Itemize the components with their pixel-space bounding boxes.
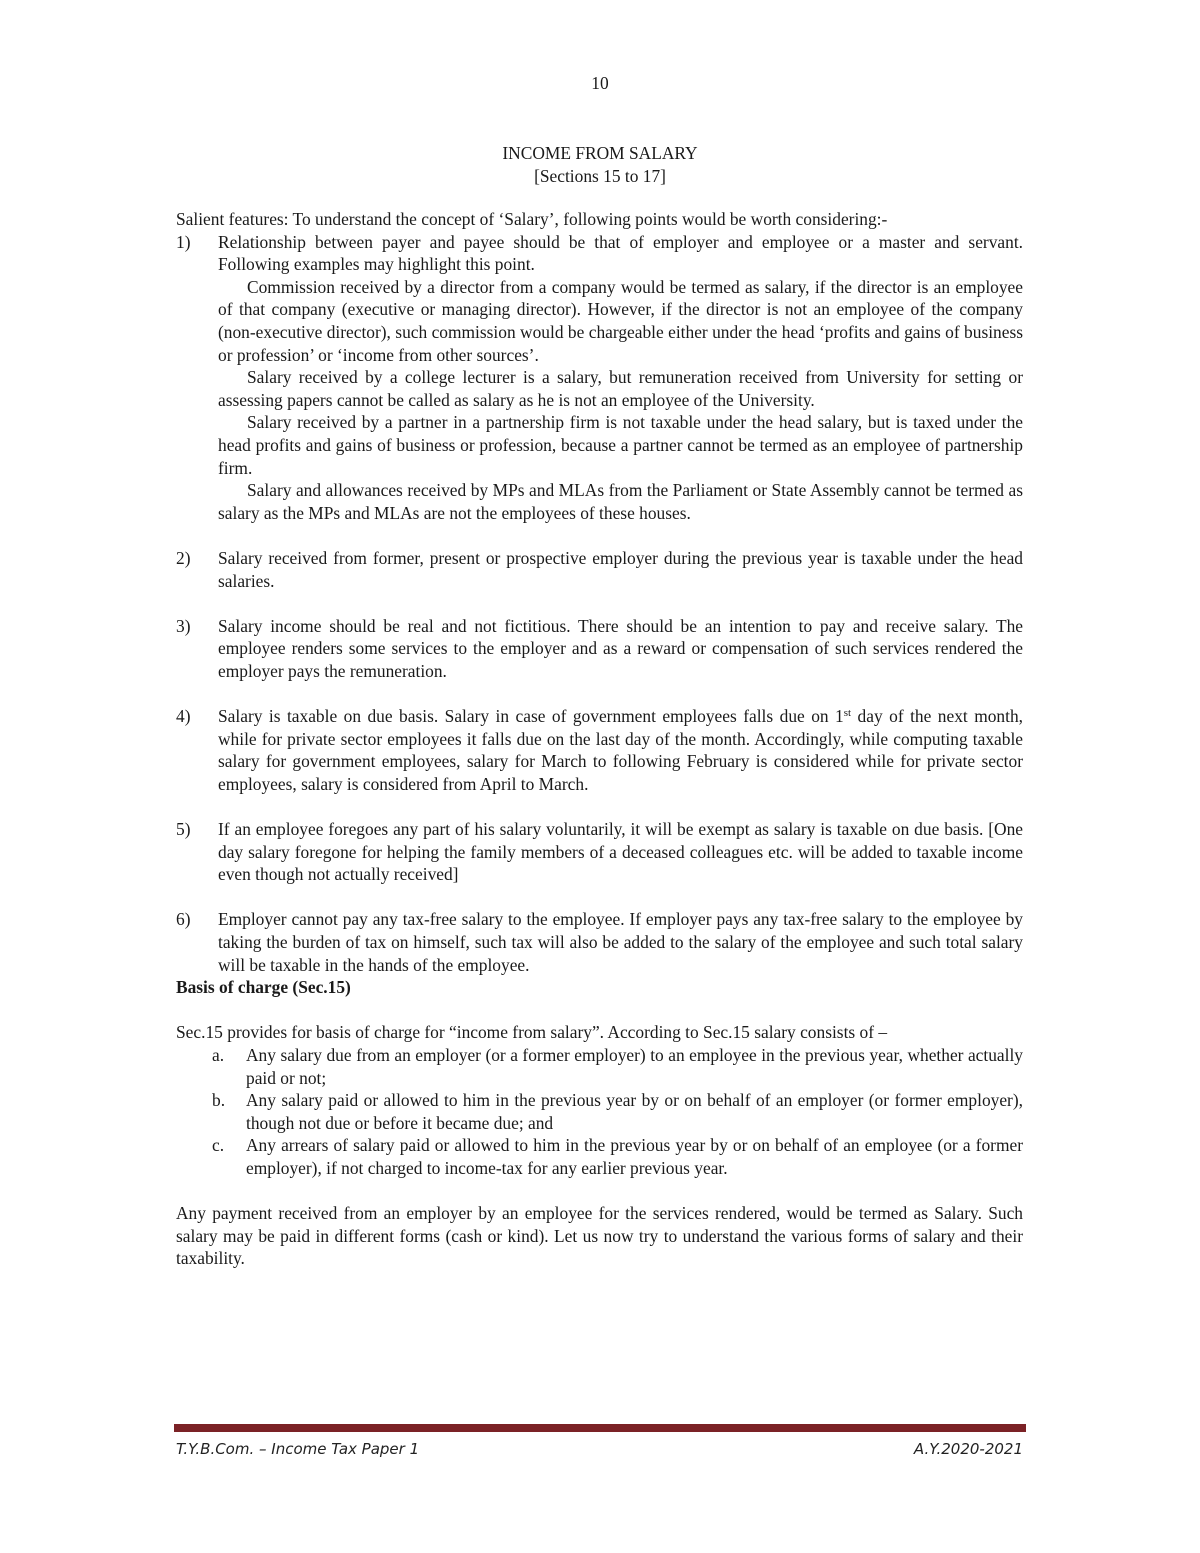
page-title: INCOME FROM SALARY [502, 143, 698, 163]
point-6 [176, 908, 1023, 976]
list-item [212, 1044, 1023, 1089]
point-body: If an employee foregoes any part of his salary voluntarily, it will be exempt as salary is taxable on due basis. [One day salary foregone for helping the family members of a deceased colleagues etc. will be added to taxable income even though not actually received] [218, 819, 1023, 885]
list-item-text: Any salary paid or allowed to him in the previous year by or on behalf of an employer (or former employer), though not due or before it became due; and [246, 1090, 1023, 1133]
point-label: 6) [176, 909, 191, 930]
point-body: Salary income should be real and not fictitious. There should be an intention to pay and receive salary. The employee renders some services to the employer and as a reward or compensation of such services rendered the employer pays the remuneration. [218, 615, 1023, 681]
point-label: 2) [176, 547, 191, 568]
list-item-label: c. [212, 1135, 225, 1156]
point-body: Employer cannot pay any tax-free salary to the employee. If employer pays any tax-free salary to the employee by taking the burden of tax on himself, such tax will also be added to the salary of the employee and such total salary will be taxable in the hands of the employee. [218, 909, 1023, 975]
example-partner-salary: Salary received by a partner in a partnership firm is not taxable under the head salary, but is taxed under the head profits and gains of business or profession, because a partner cannot be termed as an employee of partnership firm. [218, 412, 1023, 478]
footer [176, 1438, 1023, 1461]
basis-intro: Sec.15 provides for basis of charge for “income from salary”. According to Sec.15 salary consists of – [176, 1022, 888, 1043]
point-2 [176, 547, 1023, 592]
point-5 [176, 818, 1023, 886]
basis-list [176, 1044, 1023, 1180]
section-heading: Basis of charge (Sec.15) [176, 977, 351, 998]
footer-rule [174, 1424, 1026, 1432]
ordinal-superscript: st [843, 707, 852, 720]
example-mps-mlas: Salary and allowances received by MPs and MLAs from the Parliament or State Assembly cannot be termed as salary as the MPs and MLAs are not the employees of these houses. [218, 480, 1023, 523]
point-4-text-start: Salary is taxable on due basis. Salary in case of government employees falls due on 1 [218, 706, 844, 727]
point-body [218, 231, 1023, 525]
example-director-commission: Commission received by a director from a company would be termed as salary, if the director is an employee of that company (executive or managing director). However, if the director is not an employee of the company (non-executive director), such commission would be chargeable either under the head ‘profits and gains of business or profession’ or ‘income from other sources’. [218, 276, 1023, 365]
point-body: Salary received from former, present or prospective employer during the previous year is taxable under the head salaries. [218, 547, 1023, 591]
list-item-label: b. [212, 1090, 226, 1111]
closing-paragraph: Any payment received from an employer by an employee for the services rendered, would be termed as Salary. Such salary may be paid in different forms (cash or kind). Let us now try to understand the various forms of salary and their taxability. [176, 1203, 1023, 1269]
list-item-text: Any salary due from an employer (or a former employer) to an employee in the previous year, whether actually paid or not; [246, 1044, 1023, 1088]
title-block [0, 142, 1200, 187]
list-item [212, 1089, 1023, 1134]
list-item-text: Any arrears of salary paid or allowed to him in the previous year by or on behalf of an employee (or a former employer), if not charged to income-tax for any earlier previous year. [246, 1135, 1023, 1178]
footer-course: T.Y.B.Com. – Income Tax Paper 1 [176, 1440, 420, 1458]
point-4 [176, 705, 1023, 795]
point-3 [176, 615, 1023, 683]
point-label: 5) [176, 819, 191, 840]
list-item-label: a. [212, 1044, 225, 1065]
main-content [176, 208, 1023, 1270]
point-1-paragraph: Relationship between payer and payee should be that of employer and employee or a master and servant. Following examples may highlight this point. [218, 231, 1023, 275]
point-1 [176, 231, 1023, 525]
page-subtitle: [Sections 15 to 17] [534, 165, 666, 186]
example-college-lecturer: Salary received by a college lecturer is a salary, but remuneration received from University for setting or assessing papers cannot be called as salary as he is not an employee of the University. [218, 367, 1023, 410]
list-item [212, 1134, 1023, 1179]
page-number: 10 [591, 73, 609, 93]
intro-text: Salient features: To understand the concept of ‘Salary’, following points would be worth considering:- [176, 209, 888, 229]
point-body [218, 705, 1023, 795]
point-label: 4) [176, 706, 191, 727]
point-4-text-end: day of the next month, while for private sector employees it falls due on the last day of the month. Accordingly, while computing taxable salary for government employees, salary for March to following February is considered while for private sector employees, salary is considered from April to March. [218, 706, 1023, 794]
point-label: 3) [176, 615, 191, 636]
point-label: 1) [176, 231, 191, 252]
footer-assessment-year: A.Y.2020-2021 [913, 1440, 1023, 1458]
